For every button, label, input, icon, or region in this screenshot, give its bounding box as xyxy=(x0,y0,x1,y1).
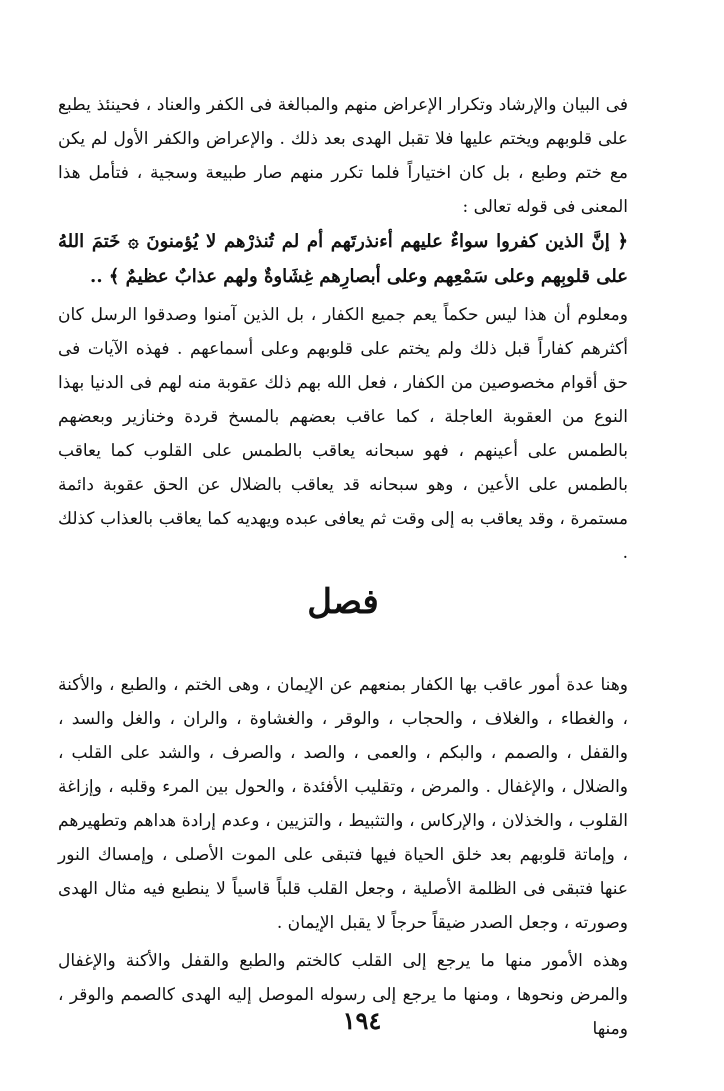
paragraph-1: فى البيان والإرشاد وتكرار الإعراض منهم والمبالغة فى الكفر والعناد ، فحينئذ يطبع على قلوبهم ويختم عليها فلا تقبل الهدى بعد ذلك . والإعراض والكفر الأول لم يكن مع ختم وطبع ، بل كان اختياراً فلما تكرر منهم صار طبيعة وسجية ، فتأمل هذا المعنى فى قوله تعالى : xyxy=(58,95,628,217)
page-body xyxy=(58,88,628,1046)
section-heading xyxy=(58,580,628,624)
section-title-text: فصل xyxy=(307,582,379,622)
paragraph-2: ومعلوم أن هذا ليس حكماً يعم جميع الكفار ، بل الذين آمنوا وصدقوا الرسل كان أكثرهم كفاراً قبل ذلك ولم يختم على قلوبهم وعلى أسماعهم . فهذه الآيات فى حق أقوام مخصوصين من الكفار ، فعل الله بهم ذلك عقوبة منه لهم فى الدنيا بهذا النوع من العقوبة العاجلة ، كما عاقب بعضهم بالمسخ قردة وخنازير وبعضهم بالطمس على أعينهم ، فهو سبحانه يعاقب بالطمس على القلوب كما يعاقب بالطمس على الأعين ، وهو سبحانه قد يعاقب بالضلال عن الحق عقوبة دائمة مستمرة ، وقد يعاقب به إلى وقت ثم يعافى عبده ويهديه كما يعاقب بالعذاب كذلك . xyxy=(58,305,628,563)
page-number: ١٩٤ xyxy=(342,1006,382,1035)
paragraph-4: وهذه الأمور منها ما يرجع إلى القلب كالختم والطبع والقفل والأكنة والإغفال والمرض ونحوها ، ومنها ما يرجع إلى رسوله الموصل إليه الهدى كالصمم والوقر ، ومنها xyxy=(58,951,628,1039)
paragraph-3: وهنا عدة أمور عاقب بها الكفار بمنعهم عن الإيمان ، وهى الختم ، والطبع ، والأكنة ، والغطاء ، والغلاف ، والحجاب ، والوقر ، والغشاوة ، والران ، والغل والسد ، والقفل ، والصمم ، والبكم ، والعمى ، والصد ، والصرف ، والشد على القلب ، والضلال ، والإغفال . والمرض ، وتقليب الأفئدة ، والحول بين المرء وقلبه ، وإزاغة القلوب ، والخذلان ، والإركاس ، والتثبيط ، والتزيين ، وعدم إرادة هداهم وتطهيرهم ، وإماتة قلوبهم بعد خلق الحياة فيها فتبقى على الموت الأصلى ، وإمساك النور عنها فتبقى فى الظلمة الأصلية ، وجعل القلب قلباً قاسياً لا ينطبع فيه مثال الهدى وصورته ، وجعل الصدر ضيقاً حرجاً لا يقبل الإيمان . xyxy=(58,675,628,933)
quran-verse: ﴿ إنَّ الذين كفروا سواءٌ عليهم أءنذرتَهم أم لم تُنذرْهم لا يُؤمنونَ ۞ خَتمَ اللهُ على قلوبِهم وعلى سَمْعِهم وعلى أبصارِهم غِشَاوةٌ ولهم عذابٌ عظيمٌ ﴾ .. xyxy=(58,231,628,287)
